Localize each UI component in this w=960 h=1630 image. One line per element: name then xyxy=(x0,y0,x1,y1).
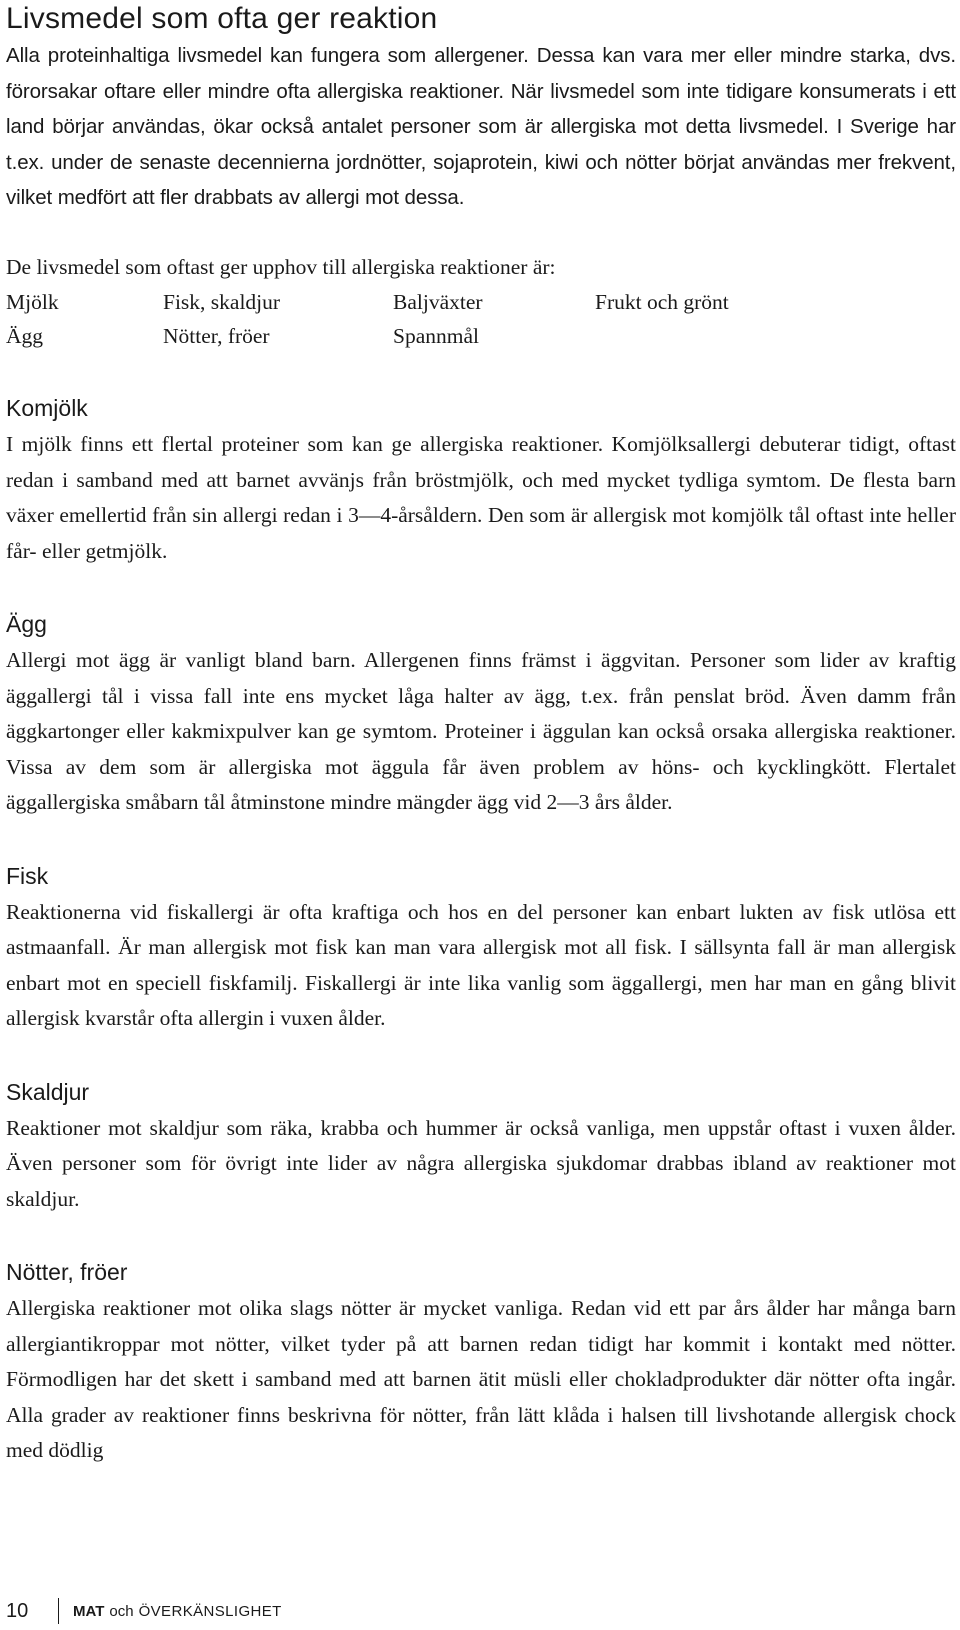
section-heading: Ägg xyxy=(6,611,47,637)
section-komjolk xyxy=(6,393,956,569)
section-text: Allergiska reaktioner mot olika slags nötter är mycket vanliga. Redan vid ett par års ålder har många barn allergiantikroppar mot nötter, vilket tyder på att barnen redan tidigt har kommit i kontakt med nötter. Förmodligen har det skett i samband med att barnen ätit müsli eller chokladprodukter där nötter ofta ingår. Alla grader av reaktioner finns beskrivna för nötter, från lätt klåda i halsen till livshotande allergisk chock med dödlig xyxy=(6,1296,956,1462)
section-skaldjur xyxy=(6,1077,956,1218)
section-agg xyxy=(6,609,956,821)
food-item: Nötter, fröer xyxy=(163,324,270,348)
foods-row-2 xyxy=(6,319,956,353)
section-text: Allergi mot ägg är vanligt bland barn. Allergenen finns främst i äggvitan. Personer som lider av kraftig äggallergi tål i vissa fall inte ens mycket låga halter av ägg, t.ex. från penslat bröd. Även damm från äggkartonger eller kakmixpulver kan ge symtom. Proteiner i äggulan kan också orsaka allergiska reaktioner. Vissa av dem som är allergiska mot äggula får även problem av höns- och kycklingkött. Flertalet äggallergiska småbarn tål åtminstone mindre mängder ägg vid 2—3 års ålder. xyxy=(6,648,956,814)
food-item: Spannmål xyxy=(393,324,479,348)
section-heading: Nötter, fröer xyxy=(6,1259,128,1285)
food-item: Frukt och grönt xyxy=(595,290,729,314)
section-fisk xyxy=(6,861,956,1037)
footer-och: och xyxy=(109,1603,134,1620)
footer-divider xyxy=(58,1598,59,1624)
page-number: 10 xyxy=(6,1600,29,1622)
food-item: Baljväxter xyxy=(393,290,483,314)
page-title: Livsmedel som ofta ger reaktion xyxy=(6,2,438,35)
food-item: Ägg xyxy=(6,324,44,348)
section-heading: Skaldjur xyxy=(6,1078,90,1105)
page-footer xyxy=(6,1600,282,1630)
section-notter-froer xyxy=(6,1257,956,1469)
footer-brand: MAT xyxy=(73,1603,105,1620)
section-text: Reaktionerna vid fiskallergi är ofta kraftiga och hos en del personer kan enbart lukten av fisk utlösa ett astmaanfall. Är man allergisk mot fisk kan man vara allergisk mot all fisk. I sällsynta fall är man allergisk enbart mot en speciell fiskfamilj. Fiskallergi är inte lika vanlig som äggallergi, men har man en gång blivit allergisk kvarstår ofta allergin i vuxen ålder. xyxy=(6,899,956,1030)
intro-paragraph: Alla proteinhaltiga livsmedel kan fungera som allergener. Dessa kan vara mer eller mindre starka, dvs. förorsakar oftare eller mindre ofta allergiska reaktioner. När livsmedel som inte tidigare konsumerats i ett land börjar användas, ökar också antalet personer som är allergiska mot detta livsmedel. I Sverige har t.ex. under de senaste decennierna jordnötter, sojaprotein, kiwi och nötter börjat användas mer frekvent, vilket medfört att fler drabbats av allergi mot dessa. xyxy=(6,44,956,209)
food-item: Fisk, skaldjur xyxy=(163,290,281,314)
footer-title: ÖVERKÄNSLIGHET xyxy=(138,1603,282,1620)
foods-list xyxy=(6,285,956,353)
foods-intro: De livsmedel som oftast ger upphov till allergiska reaktioner är: xyxy=(6,254,556,279)
food-item: Mjölk xyxy=(6,290,59,314)
section-heading: Fisk xyxy=(6,862,49,889)
foods-row-1 xyxy=(6,285,956,319)
document-page xyxy=(6,0,956,1469)
section-heading: Komjölk xyxy=(6,395,88,421)
section-text: I mjölk finns ett flertal proteiner som kan ge allergiska reaktioner. Komjölksallergi debuterar tidigt, oftast redan i samband med att barnet avvänjs från bröstmjölk, och med mycket tydliga symtom. De flesta barn växer emellertid från sin allergi redan i 3—4-årsåldern. Den som är allergisk mot komjölk tål oftast inte heller får- eller getmjölk. xyxy=(6,432,956,563)
section-text: Reaktioner mot skaldjur som räka, krabba och hummer är också vanliga, men uppstår oftast i vuxen ålder. Även personer som för övrigt inte lider av några allergiska sjukdomar drabbas ibland av reaktioner mot skaldjur. xyxy=(6,1115,956,1211)
